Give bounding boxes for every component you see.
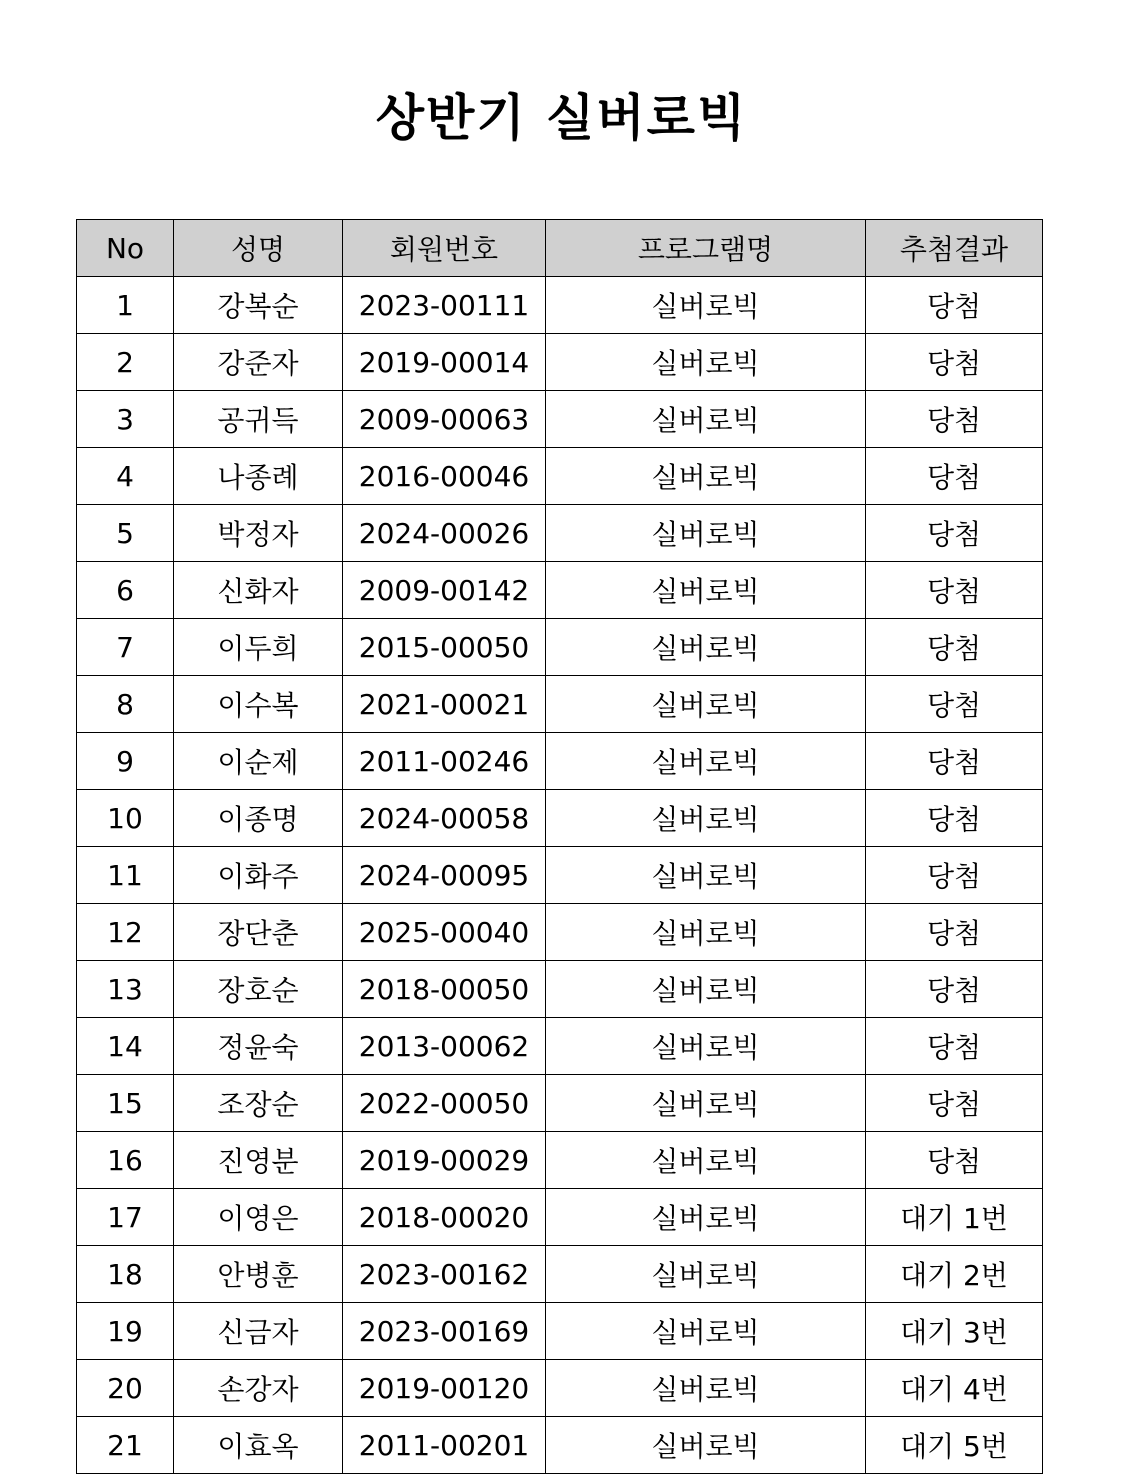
cell-name: 이수복 <box>174 676 343 733</box>
cell-program-name: 실버로빅 <box>546 619 866 676</box>
cell-lottery-result: 당첨 <box>866 904 1043 961</box>
cell-lottery-result: 당첨 <box>866 1075 1043 1132</box>
cell-program-name: 실버로빅 <box>546 505 866 562</box>
cell-no: 21 <box>77 1417 174 1474</box>
cell-no: 8 <box>77 676 174 733</box>
cell-name: 이순제 <box>174 733 343 790</box>
cell-program-name: 실버로빅 <box>546 448 866 505</box>
cell-name: 강복순 <box>174 277 343 334</box>
cell-member-number: 2023-00111 <box>343 277 546 334</box>
table-body <box>77 277 1043 1474</box>
cell-name: 이화주 <box>174 847 343 904</box>
cell-lottery-result: 당첨 <box>866 619 1043 676</box>
cell-lottery-result: 대기 3번 <box>866 1303 1043 1360</box>
cell-name: 진영분 <box>174 1132 343 1189</box>
cell-member-number: 2019-00014 <box>343 334 546 391</box>
cell-lottery-result: 당첨 <box>866 334 1043 391</box>
cell-program-name: 실버로빅 <box>546 391 866 448</box>
cell-member-number: 2024-00095 <box>343 847 546 904</box>
cell-lottery-result: 당첨 <box>866 733 1043 790</box>
cell-lottery-result: 당첨 <box>866 277 1043 334</box>
cell-lottery-result: 당첨 <box>866 847 1043 904</box>
cell-member-number: 2009-00142 <box>343 562 546 619</box>
cell-program-name: 실버로빅 <box>546 1132 866 1189</box>
cell-member-number: 2018-00050 <box>343 961 546 1018</box>
cell-name: 이종명 <box>174 790 343 847</box>
cell-no: 4 <box>77 448 174 505</box>
table-row <box>77 790 1043 847</box>
cell-program-name: 실버로빅 <box>546 1360 866 1417</box>
cell-name: 장호순 <box>174 961 343 1018</box>
page-title: 상반기 실버로빅 <box>375 89 748 147</box>
cell-lottery-result: 당첨 <box>866 448 1043 505</box>
cell-program-name: 실버로빅 <box>546 1075 866 1132</box>
cell-member-number: 2013-00062 <box>343 1018 546 1075</box>
table-row <box>77 619 1043 676</box>
cell-member-number: 2016-00046 <box>343 448 546 505</box>
table-row <box>77 1417 1043 1474</box>
cell-program-name: 실버로빅 <box>546 562 866 619</box>
cell-lottery-result: 대기 5번 <box>866 1417 1043 1474</box>
cell-member-number: 2024-00058 <box>343 790 546 847</box>
cell-name: 박정자 <box>174 505 343 562</box>
table-row <box>77 1303 1043 1360</box>
cell-no: 12 <box>77 904 174 961</box>
table-row <box>77 448 1043 505</box>
table-row <box>77 1246 1043 1303</box>
cell-lottery-result: 당첨 <box>866 961 1043 1018</box>
cell-member-number: 2019-00029 <box>343 1132 546 1189</box>
cell-name: 신금자 <box>174 1303 343 1360</box>
header-no: No <box>77 220 174 277</box>
table-row <box>77 277 1043 334</box>
cell-name: 공귀득 <box>174 391 343 448</box>
cell-no: 15 <box>77 1075 174 1132</box>
header-member-number: 회원번호 <box>343 220 546 277</box>
table-row <box>77 334 1043 391</box>
cell-no: 18 <box>77 1246 174 1303</box>
cell-no: 2 <box>77 334 174 391</box>
cell-no: 7 <box>77 619 174 676</box>
cell-name: 안병훈 <box>174 1246 343 1303</box>
table-row <box>77 904 1043 961</box>
cell-member-number: 2011-00246 <box>343 733 546 790</box>
table-row <box>77 391 1043 448</box>
cell-lottery-result: 당첨 <box>866 676 1043 733</box>
cell-no: 13 <box>77 961 174 1018</box>
cell-program-name: 실버로빅 <box>546 790 866 847</box>
cell-name: 나종례 <box>174 448 343 505</box>
cell-member-number: 2011-00201 <box>343 1417 546 1474</box>
cell-member-number: 2024-00026 <box>343 505 546 562</box>
header-name: 성명 <box>174 220 343 277</box>
cell-no: 14 <box>77 1018 174 1075</box>
cell-member-number: 2009-00063 <box>343 391 546 448</box>
cell-no: 9 <box>77 733 174 790</box>
cell-lottery-result: 당첨 <box>866 505 1043 562</box>
cell-member-number: 2025-00040 <box>343 904 546 961</box>
cell-lottery-result: 당첨 <box>866 391 1043 448</box>
cell-member-number: 2019-00120 <box>343 1360 546 1417</box>
cell-member-number: 2015-00050 <box>343 619 546 676</box>
cell-member-number: 2018-00020 <box>343 1189 546 1246</box>
cell-member-number: 2022-00050 <box>343 1075 546 1132</box>
cell-name: 조장순 <box>174 1075 343 1132</box>
cell-member-number: 2023-00162 <box>343 1246 546 1303</box>
table-row <box>77 676 1043 733</box>
cell-no: 20 <box>77 1360 174 1417</box>
cell-lottery-result: 대기 4번 <box>866 1360 1043 1417</box>
table-row <box>77 733 1043 790</box>
cell-name: 장단춘 <box>174 904 343 961</box>
table-row <box>77 961 1043 1018</box>
cell-program-name: 실버로빅 <box>546 334 866 391</box>
table-row <box>77 1075 1043 1132</box>
table-row <box>77 505 1043 562</box>
cell-member-number: 2021-00021 <box>343 676 546 733</box>
cell-program-name: 실버로빅 <box>546 1303 866 1360</box>
cell-no: 10 <box>77 790 174 847</box>
cell-lottery-result: 당첨 <box>866 1132 1043 1189</box>
cell-lottery-result: 대기 1번 <box>866 1189 1043 1246</box>
cell-program-name: 실버로빅 <box>546 676 866 733</box>
cell-program-name: 실버로빅 <box>546 961 866 1018</box>
cell-no: 6 <box>77 562 174 619</box>
table-row <box>77 1189 1043 1246</box>
cell-program-name: 실버로빅 <box>546 1246 866 1303</box>
cell-name: 이영은 <box>174 1189 343 1246</box>
cell-no: 19 <box>77 1303 174 1360</box>
cell-name: 손강자 <box>174 1360 343 1417</box>
cell-no: 1 <box>77 277 174 334</box>
table-row <box>77 562 1043 619</box>
cell-name: 신화자 <box>174 562 343 619</box>
table-header-row <box>77 220 1043 277</box>
cell-lottery-result: 당첨 <box>866 562 1043 619</box>
cell-name: 강준자 <box>174 334 343 391</box>
cell-lottery-result: 대기 2번 <box>866 1246 1043 1303</box>
cell-no: 16 <box>77 1132 174 1189</box>
cell-program-name: 실버로빅 <box>546 733 866 790</box>
cell-no: 5 <box>77 505 174 562</box>
cell-no: 3 <box>77 391 174 448</box>
cell-member-number: 2023-00169 <box>343 1303 546 1360</box>
cell-lottery-result: 당첨 <box>866 1018 1043 1075</box>
cell-program-name: 실버로빅 <box>546 1018 866 1075</box>
cell-name: 정윤숙 <box>174 1018 343 1075</box>
cell-lottery-result: 당첨 <box>866 790 1043 847</box>
table-row <box>77 1360 1043 1417</box>
table-row <box>77 847 1043 904</box>
table-row <box>77 1132 1043 1189</box>
cell-program-name: 실버로빅 <box>546 847 866 904</box>
cell-name: 이두희 <box>174 619 343 676</box>
cell-no: 11 <box>77 847 174 904</box>
cell-program-name: 실버로빅 <box>546 1417 866 1474</box>
cell-program-name: 실버로빅 <box>546 1189 866 1246</box>
cell-name: 이효옥 <box>174 1417 343 1474</box>
table-row <box>77 1018 1043 1075</box>
header-program-name: 프로그램명 <box>546 220 866 277</box>
cell-program-name: 실버로빅 <box>546 904 866 961</box>
lottery-results-table <box>76 219 1043 1474</box>
header-lottery-result: 추첨결과 <box>866 220 1043 277</box>
cell-program-name: 실버로빅 <box>546 277 866 334</box>
cell-no: 17 <box>77 1189 174 1246</box>
